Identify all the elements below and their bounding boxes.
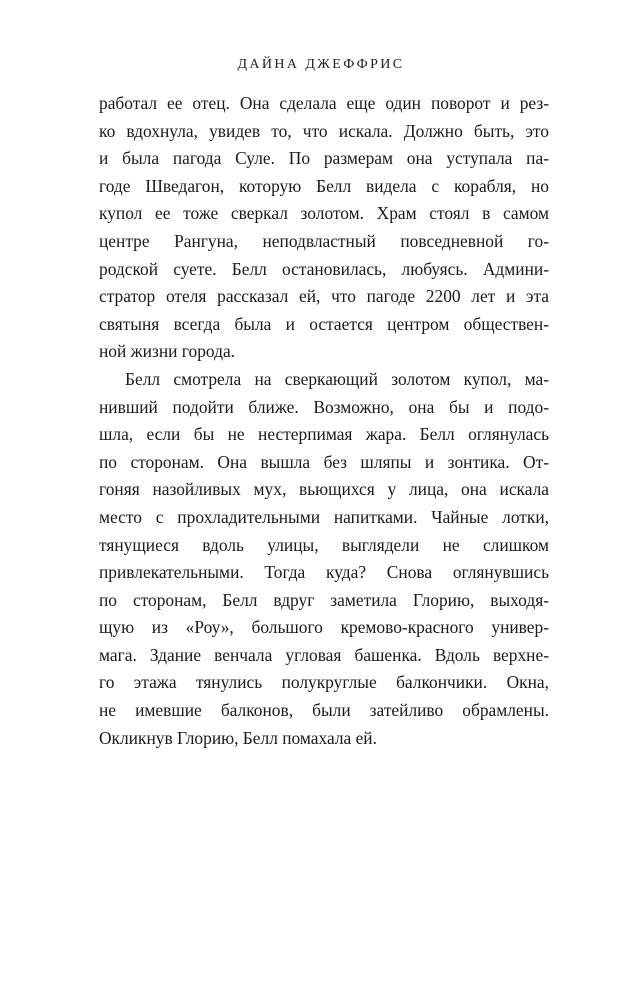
text-line: тянущиеся вдоль улицы, выглядели не слишком	[99, 534, 549, 555]
text-line: ко вдохнула, увидев то, что искала. Должно быть, это	[99, 120, 549, 141]
text-line: по сторонам. Она вышла без шляпы и зонтика. От-	[99, 451, 549, 472]
body-text	[99, 90, 549, 752]
text-line: купол ее тоже сверкал золотом. Храм стоял в самом	[99, 203, 549, 224]
text-line: Окликнув Глорию, Белл помахала ей.	[99, 727, 377, 748]
text-line: щую из «Роу», большого кремово-красного универ-	[99, 617, 549, 638]
text-line: работал ее отец. Она сделала еще один поворот и рез-	[99, 93, 549, 113]
text-line: го этажа тянулись полукруглые балкончики. Окна,	[99, 672, 549, 693]
text-line: по сторонам, Белл вдруг заметила Глорию, выходя-	[99, 589, 549, 610]
text-line: привлекательными. Тогда куда? Снова оглянувшись	[99, 562, 549, 583]
paragraph-1	[99, 90, 549, 366]
text-line: нивший подойти ближе. Возможно, она бы и подо-	[99, 396, 549, 417]
text-line: стратор отеля рассказал ей, что пагоде 2200 лет и эта	[99, 286, 549, 307]
text-line: и была пагода Суле. По размерам она уступала па-	[99, 148, 549, 169]
text-line: не имевшие балконов, были затейливо обрамлены.	[99, 700, 549, 721]
text-line: место с прохладительными напитками. Чайные лотки,	[99, 506, 549, 527]
text-line: святыня всегда была и остается центром обществен-	[99, 313, 549, 334]
paragraph-2	[99, 366, 549, 752]
text-line: шла, если бы не нестерпимая жара. Белл оглянулась	[99, 424, 549, 445]
text-line: Белл смотрела на сверкающий золотом купол, ма-	[125, 368, 549, 389]
text-line: центре Рангуна, неподвластный повседневной го-	[99, 230, 549, 251]
text-line: родской суете. Белл остановилась, любуясь. Админи-	[99, 258, 549, 279]
text-line: ной жизни города.	[99, 341, 236, 362]
text-line: годе Шведагон, которую Белл видела с корабля, но	[99, 175, 549, 196]
text-line: мага. Здание венчала угловая башенка. Вдоль верхне-	[99, 644, 549, 665]
running-header: ДАЙНА ДЖЕФФРИС	[237, 57, 405, 72]
text-line: гоняя назойливых мух, вьющихся у лица, она искала	[99, 479, 549, 500]
